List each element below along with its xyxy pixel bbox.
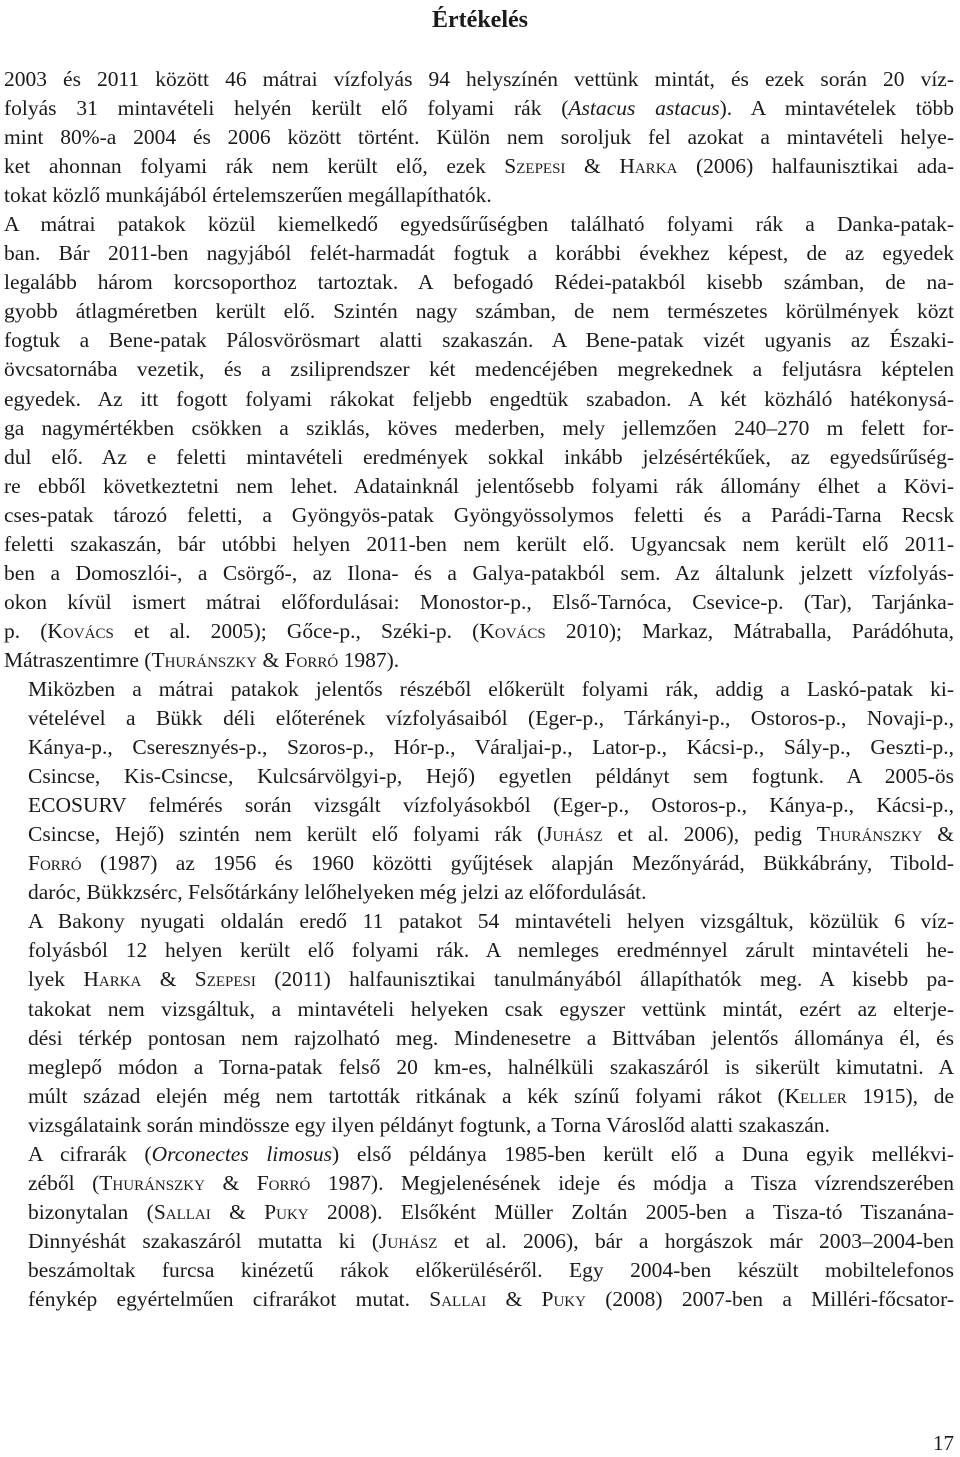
text-run: meglepő módon a Torna-patak felső 20 km-es, halnélküli szakaszáról is sikerült kimutatni. A [28, 1054, 954, 1079]
line [4, 936, 954, 965]
text-line [28, 1200, 954, 1224]
text-run: fénykép egyértelműen cifrarákot mutat. [28, 1286, 430, 1311]
line [4, 820, 954, 849]
text-run: ban. Bár 2011-ben nagyjából felét-harmadát fogtuk a korábbi évekhez képest, de az egyedek [4, 241, 954, 266]
text-run: feletti szakaszán, bár utóbbi helyen 2011-ben nem került elő. Ugyancsak nem került elő 2011- [4, 531, 954, 556]
author-name: Juhász [544, 822, 603, 847]
line [4, 1227, 954, 1256]
author-name: Juhász [379, 1228, 438, 1253]
text-line [28, 909, 954, 933]
line [4, 385, 954, 414]
species-name: Astacus astacus [568, 96, 720, 121]
text-run: 1915), de [846, 1083, 955, 1108]
paragraph [4, 675, 954, 907]
text-line [28, 1026, 954, 1050]
text-line [28, 822, 954, 846]
text-line [4, 96, 954, 120]
text-line [28, 938, 954, 962]
text-run: 2008). Elsőként Müller Zoltán 2005-ben a Tisza-tó Tiszanána- [308, 1199, 954, 1224]
text-run: (2008) 2007-ben a Milléri-főcsator- [585, 1286, 954, 1311]
text-run: & [565, 154, 620, 179]
line [4, 355, 954, 384]
paragraph [4, 210, 954, 675]
text-run: ga nagymértékben csökken a sziklás, köves mederben, mely jellemzően 240–270 m felett for- [4, 415, 954, 440]
text-line [4, 416, 954, 440]
author-name: Puky [541, 1286, 586, 1311]
text-run: múlt század elején még nem tartották ritkának a kék színű folyami rákot ( [28, 1083, 785, 1108]
page-number: 17 [933, 1431, 954, 1455]
author-name: Thuránszky [151, 647, 258, 672]
paragraph [4, 65, 954, 210]
line [4, 239, 954, 268]
section-heading: Értékelés [432, 7, 528, 33]
text-line [4, 212, 954, 236]
author-name: Puky [264, 1199, 309, 1224]
text-run: et al. 2006), pedig [602, 822, 817, 847]
author-name: Forró [256, 1170, 311, 1195]
text-line [4, 619, 954, 643]
text-run: & [922, 822, 954, 847]
text-line [4, 270, 954, 294]
line [4, 181, 954, 210]
text-run: & [204, 1170, 257, 1195]
text-run: vételével a Bükk déli előterének vízfolyásaiból (Eger-p., Tárkányi-p., Ostoros-p., Novaji-p., [28, 706, 954, 731]
text-run: et al. 2006), bár a horgászok már 2003–2004-ben [437, 1228, 954, 1253]
text-line [4, 328, 954, 352]
line [4, 501, 954, 530]
author-name: Szepesi [504, 154, 566, 179]
line [4, 152, 954, 181]
line [4, 1053, 954, 1082]
text-line [28, 1287, 954, 1311]
text-line [28, 764, 954, 788]
line [4, 297, 954, 326]
line [4, 1256, 954, 1285]
line [4, 414, 954, 443]
text-run: (1987) az 1956 és 1960 közötti gyűjtések alapján Mezőnyárád, Bükkábrány, Tibold- [81, 851, 954, 876]
text-line [28, 1258, 954, 1282]
line [4, 65, 954, 94]
text-run: övcsatornába vezetik, és a zsiliprendszer két medencéjében megrekednek a feljutásra képtelen [4, 357, 954, 382]
line [4, 123, 954, 152]
text-run: Dinnyéshát szakaszáról mutatta ki ( [28, 1228, 380, 1253]
text-run: ECOSURV felmérés során vizsgált vízfolyásokból (Eger-p., Ostoros-p., Kánya-p., Kácsi-p., [28, 793, 954, 818]
text-run: 2010); Markaz, Mátraballa, Parádóhuta, [545, 618, 955, 643]
text-run: p. ( [4, 618, 48, 643]
text-run: folyásból 12 helyen került elő folyami rák. A nemleges eredménnyel zárult mintavételi he- [28, 938, 954, 963]
text-run: folyás 31 mintavételi helyén került elő folyami rák ( [4, 96, 569, 121]
author-name: Szepesi [194, 967, 256, 992]
author-name: Forró [28, 851, 82, 876]
text-run: egyedek. Az itt fogott folyami rákokat feljebb engedtük szabadon. A két közháló hatékonysá- [4, 386, 954, 411]
text-run: A cifrarák ( [28, 1141, 152, 1166]
author-name: Kovács [47, 618, 114, 643]
text-run: A Bakony nyugati oldalán eredő 11 patakot 54 mintavételi helyen vizsgáltuk, közülük 6 víz- [28, 909, 954, 934]
text-run: dul elő. Az e feletti mintavételi eredmények sokkal inkább jelzésértékűek, az egyedsűrűség- [4, 444, 954, 469]
text-run: lyek [28, 967, 84, 992]
text-run: ben a Domoszlói-, a Csörgő-, az Ilona- és a Galya-patakból sem. Az általunk jelzett vízfolyás- [4, 560, 954, 585]
text-line [28, 793, 954, 817]
text-run: 1987). [338, 647, 400, 672]
line [4, 1111, 954, 1140]
text-line [28, 1171, 954, 1195]
line [4, 762, 954, 791]
text-run: Csincse, Hejő) szintén nem került elő folyami rák ( [28, 822, 545, 847]
text-run: tokat közlő munkájából értelemszerűen megállapíthatók. [4, 183, 492, 208]
text-run: Csincse, Kis-Csincse, Kulcsárvölgyi-p, Hejő) egyetlen példányt sem fogtunk. A 2005-ös [28, 764, 954, 789]
line [4, 530, 954, 559]
author-name: Thuránszky [99, 1170, 205, 1195]
text-line [28, 1084, 954, 1108]
text-line [4, 183, 492, 207]
text-line [28, 1229, 954, 1253]
text-line [4, 590, 954, 614]
text-line [28, 706, 954, 730]
line [4, 617, 954, 646]
text-line [28, 677, 954, 701]
line [4, 675, 954, 704]
line [4, 965, 954, 994]
line [4, 588, 954, 617]
text-line [28, 967, 954, 991]
text-run: & [486, 1286, 542, 1311]
line [4, 1024, 954, 1053]
line [4, 849, 954, 878]
text-run: ). A mintavételek több [719, 96, 954, 121]
text-run: & [141, 967, 195, 992]
text-run: & [257, 647, 285, 672]
text-run: Kánya-p., Cseresznyés-p., Szoros-p., Hór-p., Váraljai-p., Lator-p., Kácsi-p., Sály-p., Geszti-p., [28, 735, 954, 760]
text-line [4, 648, 399, 672]
text-line [4, 503, 954, 527]
text-line [4, 357, 954, 381]
line [4, 907, 954, 936]
text-line [28, 851, 954, 875]
line [4, 995, 954, 1024]
text-line [28, 1055, 954, 1079]
text-run: Miközben a mátrai patakok jelentős részéből előkerült folyami rák, addig a Laskó-patak ki- [28, 676, 954, 701]
text-line [28, 735, 954, 759]
text-line [4, 125, 954, 149]
author-name: Sallai [429, 1286, 487, 1311]
author-name: Keller [784, 1083, 847, 1108]
line [4, 559, 954, 588]
line [4, 733, 954, 762]
text-line [4, 154, 954, 178]
text-run: zéből ( [28, 1170, 100, 1195]
line [4, 94, 954, 123]
author-name: Harka [619, 154, 678, 179]
text-run: (2011) halfaunisztikai tanulmányából állapíthatók meg. A kisebb pa- [255, 967, 954, 992]
text-run: fogtuk a Bene-patak Pálosvörösmart alatti szakaszán. A Bene-patak vizét ugyanis az Északi- [4, 328, 954, 353]
line [4, 210, 954, 239]
line [4, 1169, 954, 1198]
author-name: Kovács [479, 618, 546, 643]
text-line [4, 387, 954, 411]
author-name: Harka [83, 967, 142, 992]
body-text [4, 65, 954, 1314]
text-run: bizonytalan ( [28, 1199, 154, 1224]
text-line [4, 67, 954, 91]
line [4, 472, 954, 501]
text-run: legalább három korcsoporthoz tartoztak. A befogadó Rédei-patakból kisebb számban, de na- [4, 270, 954, 295]
text-run: dési térkép pontosan nem rajzolható meg. Mindenesetre a Bittvában jelentős állománya él, és [28, 1025, 954, 1050]
text-line [28, 880, 646, 904]
line [4, 646, 954, 675]
paragraph [4, 907, 954, 1139]
text-line [4, 532, 954, 556]
text-line [4, 474, 954, 498]
species-name: Orconectes limosus [151, 1141, 333, 1166]
text-run: (2006) halfaunisztikai ada- [677, 154, 954, 179]
text-line [28, 997, 954, 1021]
line [4, 1198, 954, 1227]
author-name: Sallai [153, 1199, 211, 1224]
author-name: Thuránszky [816, 822, 923, 847]
text-run: daróc, Bükkzsérc, Felsőtárkány lelőhelyeken még jelzi az előfordulását. [28, 880, 647, 905]
text-run: ket ahonnan folyami rák nem került elő, ezek [4, 154, 505, 179]
text-line [4, 561, 954, 585]
text-run: takokat nem vizsgáltuk, a mintavételi helyeken csak egyszer vettünk mintát, ezért az elterje- [28, 996, 954, 1021]
text-run: mint 80%-a 2004 és 2006 között történt. Külön nem soroljuk fel azokat a mintavételi helye- [4, 125, 954, 150]
text-run: 1987). Megjelenésének ideje és módja a Tisza vízrendszerében [310, 1170, 954, 1195]
text-line [28, 1142, 954, 1166]
line [4, 704, 954, 733]
text-line [28, 1113, 830, 1137]
text-line [4, 445, 954, 469]
text-run: A mátrai patakok közül kiemelkedő egyedsűrűségben található folyami rák a Danka-patak- [4, 212, 954, 237]
line [4, 1082, 954, 1111]
text-run: vizsgálataink során mindössze egy ilyen példányt fogtunk, a Torna Városlőd alatti szakaszán. [28, 1112, 830, 1137]
line [4, 1285, 954, 1314]
line [4, 326, 954, 355]
text-run: re ebből következtetni nem lehet. Adatainknál jelentősebb folyami rák állomány élhet a Kövi- [4, 473, 954, 498]
text-run: gyobb átlagméretben került elő. Szintén nagy számban, de nem természetes körülmények közt [4, 299, 954, 324]
text-line [4, 241, 954, 265]
text-run: cses-patak tározó feletti, a Gyöngyös-patak Gyöngyössolymos feletti és a Parádi-Tarna Recsk [4, 502, 954, 527]
text-run: et al. 2005); Gőce-p., Széki-p. ( [113, 618, 480, 643]
line [4, 791, 954, 820]
line [4, 268, 954, 297]
author-name: Forró [284, 647, 339, 672]
text-run: okon kívül ismert mátrai előfordulásai: Monostor-p., Első-Tarnóca, Csevice-p. (Tar), Tarjánka- [4, 589, 954, 614]
text-run: ) első példánya 1985-ben került elő a Duna egyik mellékvi- [332, 1141, 954, 1166]
text-run: & [210, 1199, 265, 1224]
line [4, 443, 954, 472]
line [4, 878, 954, 907]
line [4, 1140, 954, 1169]
text-run: Mátraszentimre ( [4, 647, 152, 672]
paragraph [4, 1140, 954, 1314]
text-run: beszámoltak furcsa kinézetű rákok előkerüléséről. Egy 2004-ben készült mobiltelefonos [28, 1257, 954, 1282]
text-run: 2003 és 2011 között 46 mátrai vízfolyás 94 helyszínén vettünk mintát, és ezek során 20 víz- [4, 67, 954, 91]
text-line [4, 299, 954, 323]
